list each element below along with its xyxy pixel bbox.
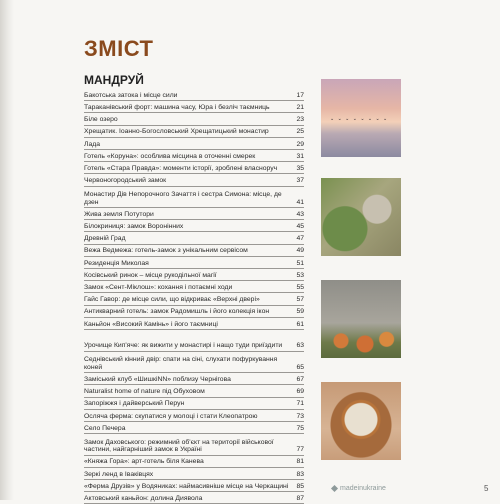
toc-entry-title: Лада — [84, 140, 100, 148]
toc-entry-title: Резиденція Миколая — [84, 259, 149, 267]
toc-entry[interactable] — [84, 150, 304, 162]
toc-entry-title: Готель «Коруна»: особлива місцина в оточенні смерек — [84, 152, 256, 160]
toc-entry[interactable] — [84, 306, 304, 318]
toc-entry[interactable] — [84, 373, 304, 385]
toc-entry-page: 77 — [296, 446, 304, 454]
toc-entry-title: Запоріжжя і дайверський Перун — [84, 400, 185, 408]
toc-entry-page: 35 — [296, 164, 304, 172]
toc-entry-title: Седнівський кінний двір: спати на сіні, слухати пофуркування коней — [84, 356, 278, 371]
photo-pumpkins-fence — [321, 280, 401, 358]
toc-entry[interactable] — [84, 162, 304, 174]
toc-entry-title: Naturalist home of nature під Обуховом — [84, 388, 205, 396]
toc-entry[interactable] — [84, 269, 304, 281]
toc-entry-title: Хрещатик. Іоанно-Богословський Хрещатицький монастир — [84, 128, 269, 136]
toc-entry-title: Бакотська затока і місце сили — [84, 91, 178, 99]
toc-entry-page: 23 — [296, 116, 304, 124]
toc-entry[interactable] — [84, 468, 304, 480]
toc-entry[interactable] — [84, 422, 304, 434]
toc-entry[interactable] — [84, 138, 304, 150]
footer-brand — [332, 485, 386, 492]
toc-entry-title: «Ферма Друзів» у Водяниках: наймасивніше місце на Черкащині — [84, 482, 289, 490]
toc-entry-page: 21 — [296, 103, 304, 111]
toc-entry-page: 75 — [296, 424, 304, 432]
toc-entry-title: Червоногородський замок — [84, 177, 167, 185]
toc-entry[interactable] — [84, 257, 304, 269]
toc-entry-title: Косівський ринок – місце рукодільної магії — [84, 271, 217, 279]
diamond-icon — [331, 485, 338, 492]
toc-entry-title: Урочище Кип'яче: як вижити у монастирі і нащо туди приїздити — [84, 342, 283, 350]
toc-entry[interactable] — [84, 385, 304, 397]
toc-entry[interactable] — [84, 101, 304, 113]
photo-picnic-flowers — [321, 178, 401, 256]
page-title: ЗМІСТ — [84, 36, 154, 61]
toc-entry-title: Білокриниця: замок Воронінних — [84, 223, 184, 231]
toc-entry-page: 43 — [296, 210, 304, 218]
toc-entry[interactable] — [84, 410, 304, 422]
toc-entry-page: 17 — [296, 91, 304, 99]
footer-brand-text: madeinukraine — [340, 485, 386, 492]
toc-entry-title: Заміський клуб «ШишкіNN» поблизу Чернігова — [84, 375, 231, 383]
toc-entry[interactable] — [84, 245, 304, 257]
toc-entry-title: Село Печера — [84, 424, 126, 432]
toc-entry-title: Древній Град — [84, 235, 126, 243]
toc-entry-title: Готель «Стара Правда»: моменти історії, зроблені власноруч — [84, 164, 278, 172]
toc-entry[interactable] — [84, 220, 304, 232]
toc-entry-page: 45 — [296, 223, 304, 231]
toc-entry-page: 29 — [296, 140, 304, 148]
toc-entry-title: Актовський каньйон: долина Диявола — [84, 495, 203, 503]
toc-entry-title: «Княжа Гора»: арт-готель біля Канева — [84, 458, 204, 466]
toc-entry-page: 85 — [296, 482, 304, 490]
toc-entry[interactable] — [84, 126, 304, 138]
section-heading: МАНДРУЙ — [84, 73, 144, 87]
toc-entry[interactable] — [84, 318, 304, 330]
toc-entry-title: Замок Даховського: режимний об'єкт на території військової частини, найгарніший замок в Україні — [84, 438, 274, 454]
toc-entry-page: 55 — [296, 284, 304, 291]
table-of-contents — [84, 89, 304, 504]
page-number: 5 — [484, 484, 489, 493]
toc-entry[interactable] — [84, 398, 304, 410]
toc-entry[interactable] — [84, 480, 304, 492]
toc-entry-page: 73 — [296, 412, 304, 420]
toc-entry[interactable] — [84, 492, 304, 504]
toc-entry[interactable] — [84, 352, 304, 374]
toc-entry[interactable] — [84, 293, 304, 305]
toc-entry-title: Тараканівський форт: машина часу, Юра і безліч таємниць — [84, 103, 270, 111]
toc-entry[interactable] — [84, 281, 304, 293]
toc-entry-page: 59 — [296, 308, 304, 316]
toc-entry-page: 47 — [296, 235, 304, 243]
toc-entry-page: 49 — [296, 247, 304, 255]
toc-entry-title: Біле озеро — [84, 116, 118, 124]
toc-entry[interactable] — [84, 330, 304, 352]
toc-entry-page: 25 — [296, 128, 304, 136]
toc-entry-page: 83 — [296, 470, 304, 478]
toc-entry-page: 65 — [296, 363, 304, 371]
toc-entry-page: 31 — [296, 152, 304, 160]
toc-entry-page: 57 — [296, 296, 304, 304]
toc-entry-title: Гайс Гавор: де місце сили, що відкриває «Верхні двері» — [84, 296, 260, 304]
toc-entry-title: Каньйон «Високий Камінь» і його таємниці — [84, 320, 218, 328]
toc-entry-page: 53 — [296, 271, 304, 279]
toc-entry-title: Жива земля Потутори — [84, 210, 154, 218]
photo-wooden-board-food — [321, 382, 401, 460]
toc-entry-page: 61 — [296, 320, 304, 328]
toc-entry-page: 51 — [296, 259, 304, 267]
toc-entry[interactable] — [84, 187, 304, 209]
toc-entry-page: 67 — [296, 375, 304, 383]
toc-entry[interactable] — [84, 89, 304, 101]
toc-entry-title: Замок «Сент-Міклош»: кохання і потаємні ходи — [84, 284, 233, 291]
toc-entry[interactable] — [84, 232, 304, 244]
toc-entry-page: 37 — [296, 177, 304, 185]
toc-entry-title: Осляча ферма: скупатися у молоці і стати Клеопатрою — [84, 412, 258, 420]
toc-entry-title: Антикварний готель: замок Радомишль і його колекція ікон — [84, 308, 270, 316]
toc-entry[interactable] — [84, 434, 304, 456]
toc-entry-page: 81 — [296, 458, 304, 466]
toc-entry[interactable] — [84, 456, 304, 468]
toc-entry-title: Зеркі ленд в Іваківцях — [84, 470, 154, 478]
birds-flock-icon: ⌄ ⌄ ⌄ ⌄ ⌄ ⌄ ⌄ ⌄ — [330, 116, 389, 122]
page-spine-shadow — [0, 0, 14, 500]
toc-entry-title: Монастир Дів Непорочного Зачаття і сестра Симона: місце, де дзен — [84, 191, 282, 206]
toc-entry-page: 87 — [296, 495, 304, 503]
toc-entry[interactable] — [84, 113, 304, 125]
toc-entry-page: 71 — [296, 400, 304, 408]
toc-entry-page: 41 — [296, 198, 304, 206]
toc-entry-page: 69 — [296, 388, 304, 396]
toc-entry[interactable] — [84, 208, 304, 220]
toc-entry-title: Вежа Ведмежа: готель-замок з унікальним сервісом — [84, 247, 248, 255]
toc-entry[interactable] — [84, 174, 304, 186]
toc-entry-page: 63 — [296, 342, 304, 350]
